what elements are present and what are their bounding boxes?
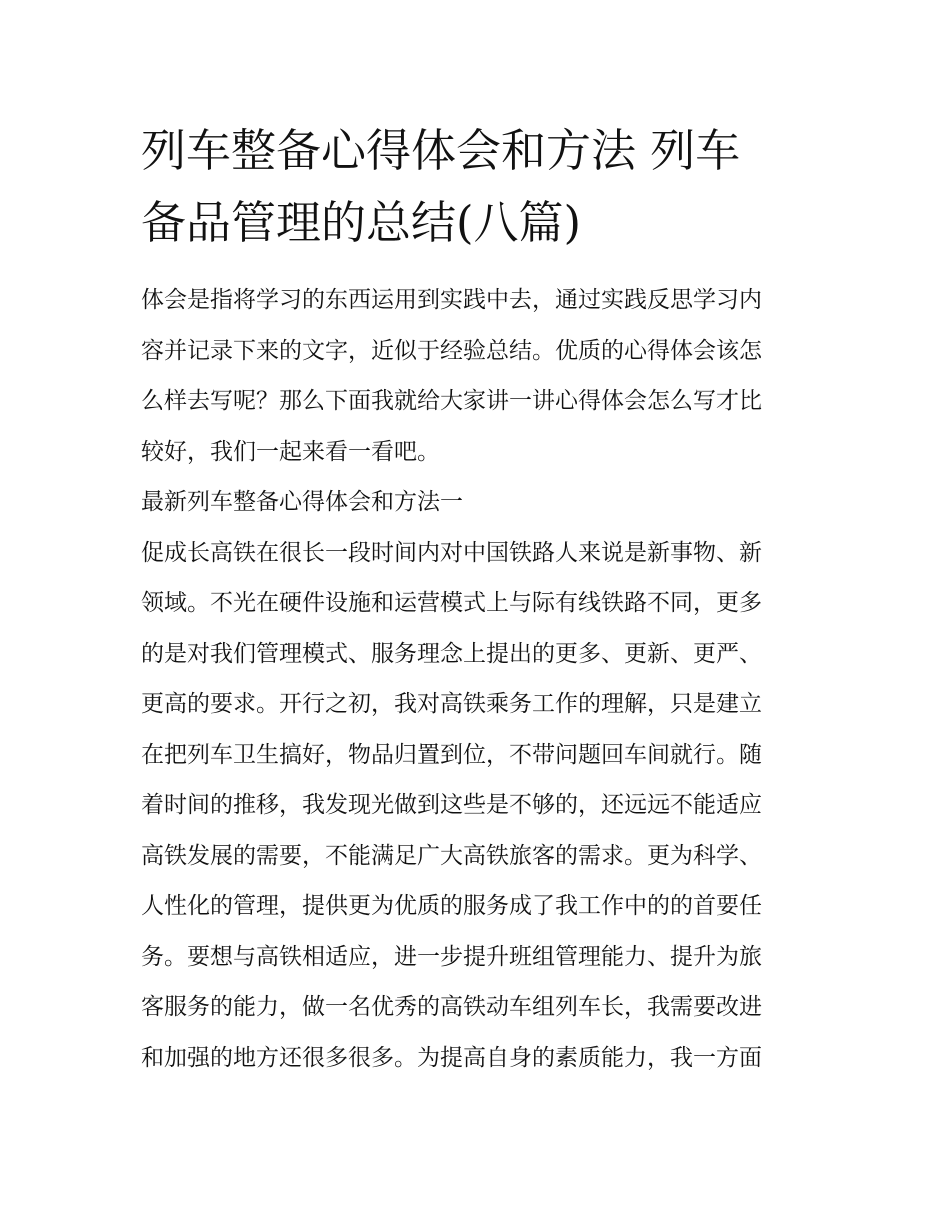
intro-line: 么样去写呢？那么下面我就给大家讲一讲心得体会怎么写才比 <box>141 388 762 414</box>
section-line: 领域。不光在硬件设施和运营模式上与际有线铁路不同，更多 <box>141 590 762 616</box>
intro-line: 体会是指将学习的东西运用到实践中去，通过实践反思学习内 <box>141 287 762 313</box>
section-line: 高铁发展的需要，不能满足广大高铁旅客的需求。更为科学、 <box>141 842 762 869</box>
section-line: 更高的要求。开行之初，我对高铁乘务工作的理解，只是建立 <box>141 691 762 717</box>
section-line: 务。要想与高铁相适应，进一步提升班组管理能力、提升为旅 <box>141 943 762 970</box>
document-body <box>141 275 813 1083</box>
intro-line: 容并记录下来的文字，近似于经验总结。优质的心得体会该怎 <box>141 337 762 364</box>
section-line: 人性化的管理，提供更为优质的服务成了我工作中的的首要任 <box>141 893 762 919</box>
section-line: 的是对我们管理模式、服务理念上提出的更多、更新、更严、 <box>141 640 762 667</box>
section-line: 着时间的推移，我发现光做到这些是不够的，还远远不能适应 <box>141 792 762 818</box>
section-line: 和加强的地方还很多很多。为提高自身的素质能力，我一方面 <box>141 1044 762 1071</box>
section-line: 促成长高铁在很长一段时间内对中国铁路人来说是新事物、新 <box>141 539 762 566</box>
section-heading: 最新列车整备心得体会和方法一 <box>141 489 463 515</box>
document-page <box>141 115 813 1083</box>
section-line: 客服务的能力，做一名优秀的高铁动车组列车长，我需要改进 <box>141 994 762 1020</box>
title-line: 列车整备心得体会和方法 列车 <box>141 124 741 177</box>
document-title <box>141 115 813 259</box>
intro-line: 较好，我们一起来看一看吧。 <box>141 438 440 465</box>
section-line: 在把列车卫生搞好，物品归置到位，不带问题回车间就行。随 <box>141 741 762 768</box>
title-line: 备品管理的总结(八篇) <box>141 196 582 249</box>
